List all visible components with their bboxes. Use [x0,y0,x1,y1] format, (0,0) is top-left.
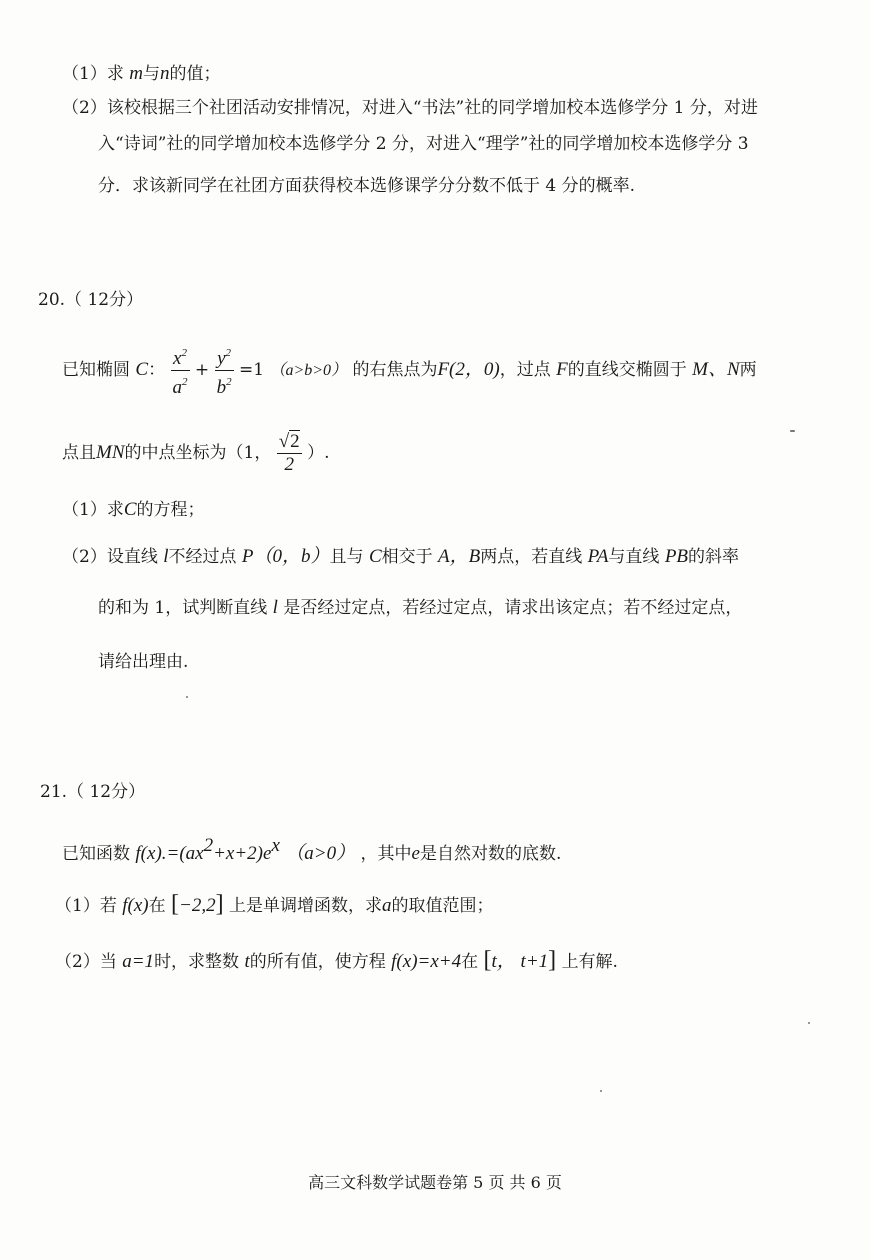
q21-part2: （2）当 a=1时，求整数 t的所有值，使方程 f(x)=x+4在 [t， t+1] 上有解. [55,947,618,973]
scan-speck [808,1022,810,1024]
q21-part1: （1）若 f(x)在 [−2,2] 上是单调增函数，求a的取值范围； [55,891,494,917]
q21-heading: 21.（ 12分） [40,782,146,802]
q20-stem-line2: 点且MN的中点坐标为（1， $\frac{√2}{2}$ ）. [62,431,330,475]
q19-part2-line3: 分．求该新同学在社团方面获得校本选修课学分分数不低于 4 分的概率. [98,176,636,196]
q19-part2-line1: （2）该校根据三个社团活动安排情况，对进入“书法”社的同学增加校本选修学分 1 分，对进 [62,98,758,118]
q20-part2-line3: 请给出理由. [98,652,189,672]
q19-part1: （1）求 m与n的值； [62,63,221,84]
fraction-sqrt2-over-2: $\frac{√2}{2}$ [278,431,300,475]
q21-stem: 已知函数 $f(x).=(ax^2+x+2)e^x$ （a>0） ，其中e是自然对数的底数. [62,835,562,864]
scan-speck [186,696,188,698]
q20-heading: 20.（ 12分） [38,290,144,310]
scan-speck [600,1090,602,1092]
q20-part2-line2: 的和为 1，试判断直线 l 是否经过定点，若经过定点，请求出该定点；若不经过定点， [98,597,743,618]
scan-speck [790,430,795,432]
fraction-x2-a2: $\frac{x^2}{a^2}$ [171,342,190,399]
q20-stem-line1: 已知椭圆 C： $\frac{x^2}{a^2}$ + $\frac{y^2}{b^2}$ =1 （a>b>0） 的右焦点为F(2，0)，过点 F的直线交椭圆于 M、N两 [62,342,757,399]
q20-part1: （1）求C的方程； [62,499,205,520]
fraction-y2-b2: $\frac{y^2}{b^2}$ [215,342,234,399]
page-footer: 高三文科数学试题卷第 5 页 共 6 页 [308,1173,562,1192]
q20-part2-line1: （2）设直线 l不经过点 P（0，b）且与 C相交于 A，B两点，若直线 PA与直线 PB的斜率 [62,546,740,567]
q19-part2-line2: 入“诗词”社的同学增加校本选修学分 2 分，对进入“理学”社的同学增加校本选修学分 3 [98,134,749,154]
